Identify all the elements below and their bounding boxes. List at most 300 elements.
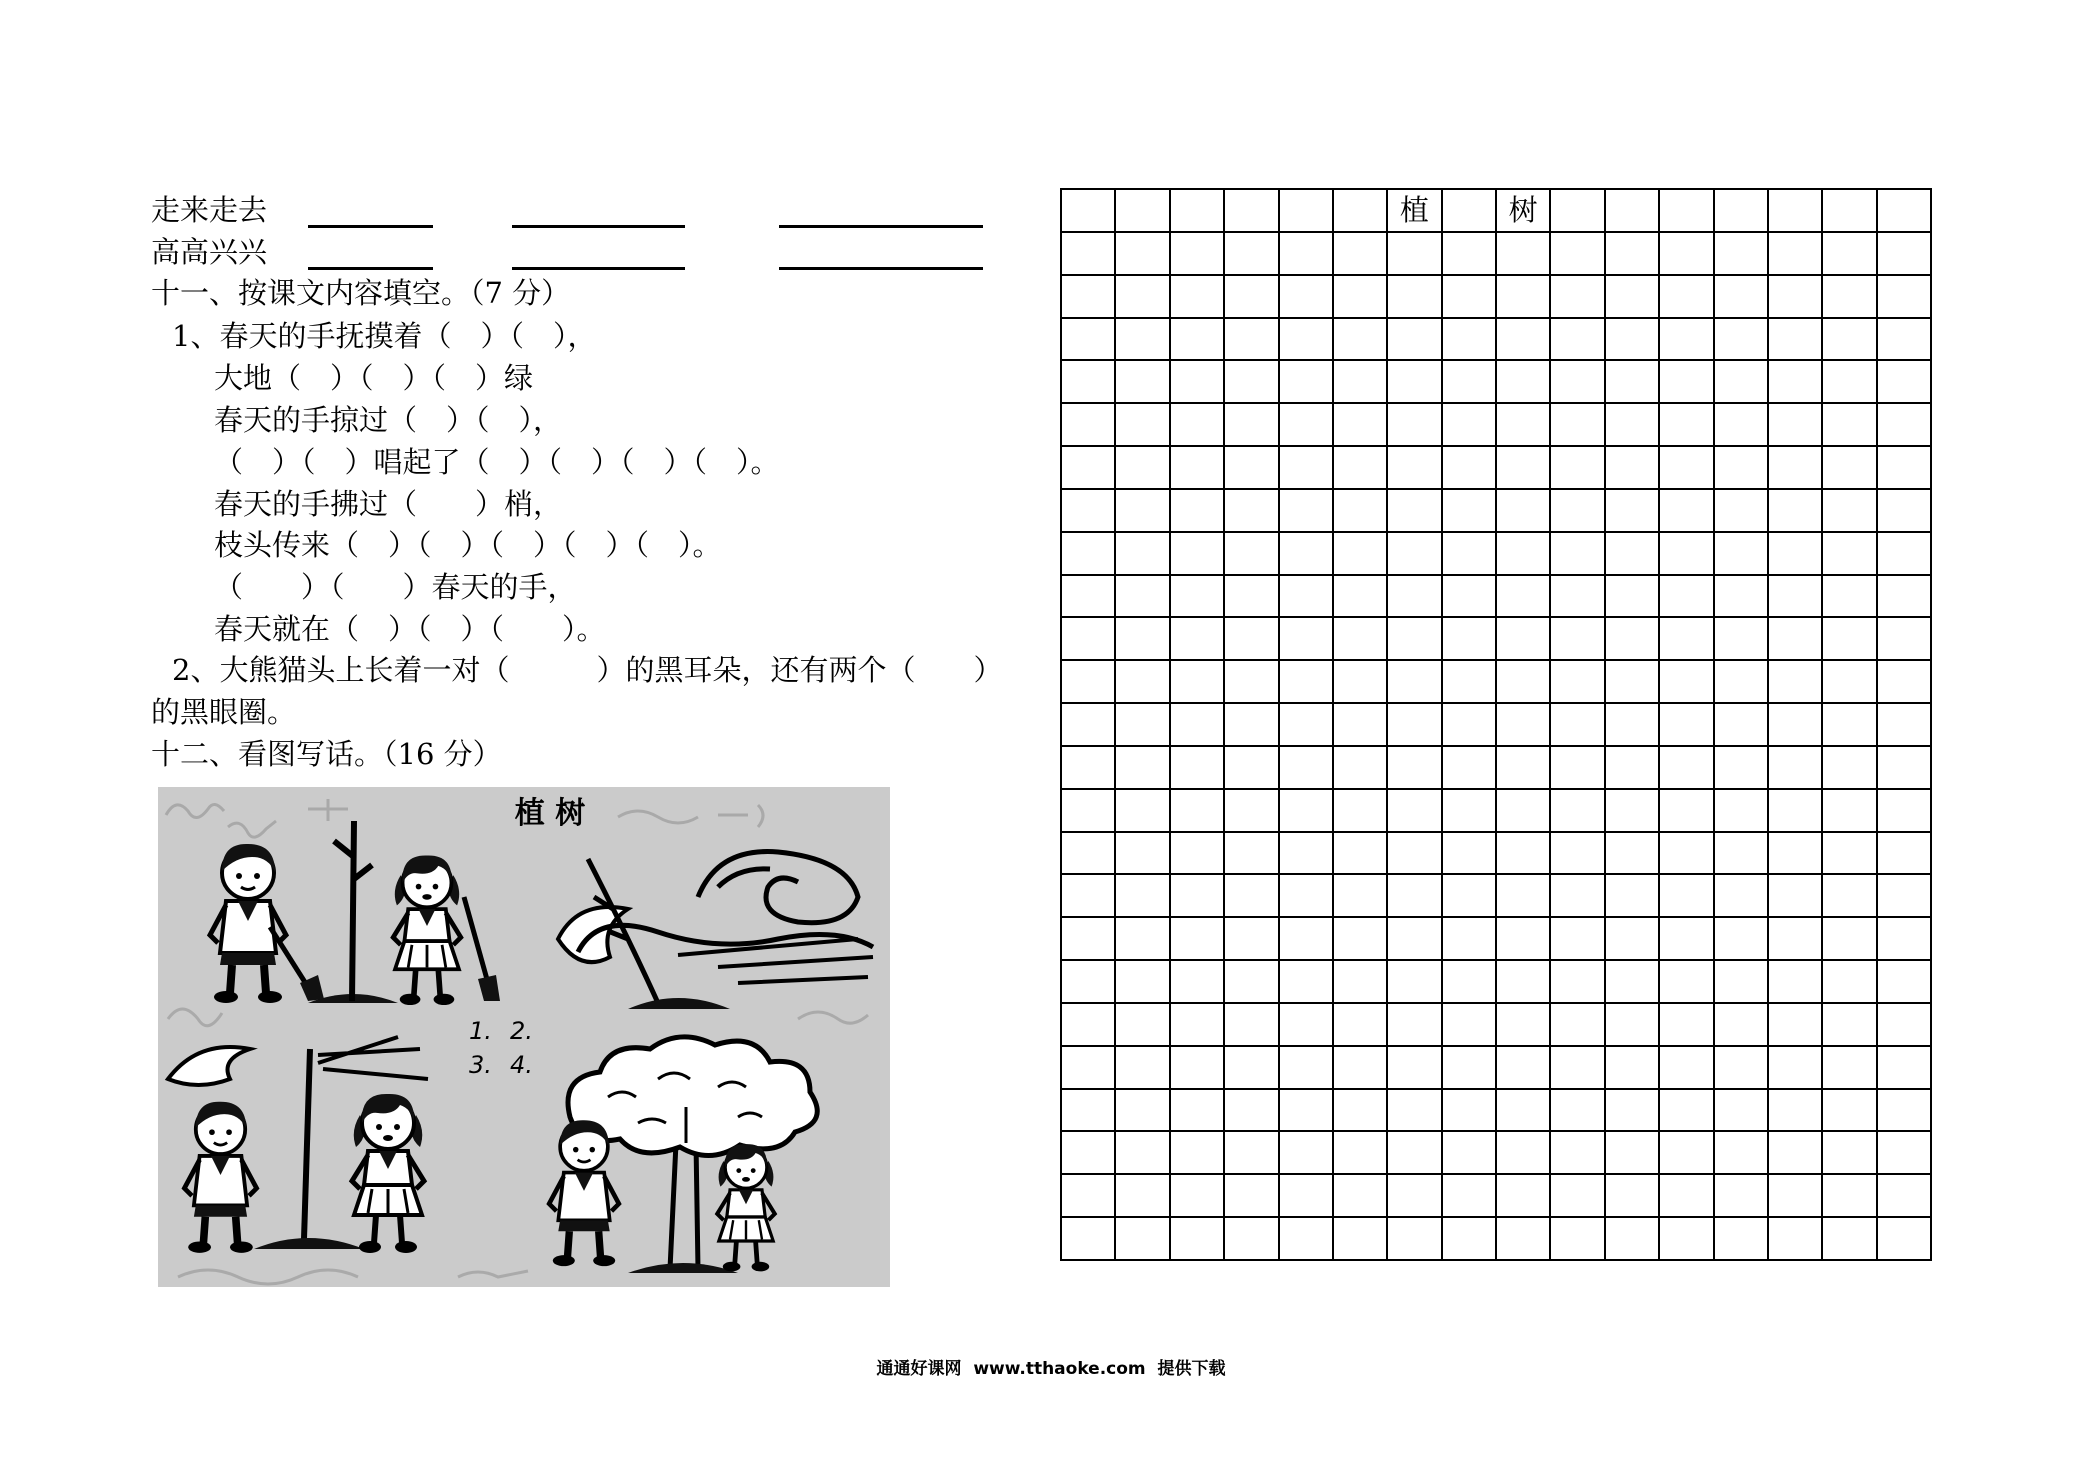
question-line: 2、大熊猫头上长着一对（ ）的黑耳朵，还有两个（ ）: [172, 653, 1003, 687]
grid-cell: [1171, 361, 1225, 404]
grid-cell: [1225, 790, 1279, 833]
grid-title-cell: [1878, 190, 1932, 233]
grid-cell: [1823, 1218, 1877, 1261]
grid-cell: [1334, 404, 1388, 447]
grid-cell: [1225, 704, 1279, 747]
grid-cell: [1116, 833, 1170, 876]
grid-cell: [1171, 1218, 1225, 1261]
grid-cell: [1334, 1004, 1388, 1047]
grid-cell: [1715, 276, 1769, 319]
grid-cell: [1715, 918, 1769, 961]
grid-cell: [1062, 404, 1116, 447]
grid-cell: [1551, 361, 1605, 404]
grid-cell: [1769, 276, 1823, 319]
grid-cell: [1443, 276, 1497, 319]
grid-cell: [1497, 404, 1551, 447]
grid-cell: [1062, 1090, 1116, 1133]
grid-cell: [1878, 1047, 1932, 1090]
grid-cell: [1062, 747, 1116, 790]
grid-cell: [1225, 1218, 1279, 1261]
grid-cell: [1606, 319, 1660, 362]
grid-title-cell: [1443, 190, 1497, 233]
grid-cell: [1388, 618, 1442, 661]
grid-cell: [1334, 533, 1388, 576]
grid-cell: [1062, 1132, 1116, 1175]
grid-cell: [1334, 233, 1388, 276]
grid-cell: [1660, 490, 1714, 533]
answer-blank: [512, 267, 685, 270]
grid-cell: [1334, 747, 1388, 790]
grid-cell: [1878, 404, 1932, 447]
grid-cell: [1551, 1047, 1605, 1090]
grid-cell: [1171, 747, 1225, 790]
grid-cell: [1769, 361, 1823, 404]
grid-cell: [1715, 490, 1769, 533]
grid-cell: [1062, 276, 1116, 319]
grid-cell: [1878, 1132, 1932, 1175]
grid-cell: [1225, 576, 1279, 619]
poem-line: 春天的手拂过（ ）梢，: [214, 487, 563, 521]
grid-cell: [1715, 747, 1769, 790]
grid-cell: [1660, 276, 1714, 319]
grid-cell: [1171, 1175, 1225, 1218]
grid-cell: [1388, 404, 1442, 447]
grid-cell: [1062, 961, 1116, 1004]
grid-cell: [1878, 875, 1932, 918]
grid-cell: [1280, 1047, 1334, 1090]
poem-line: 春天就在（ ）（ ）（ ）。: [214, 612, 606, 646]
grid-title-cell: 植: [1388, 190, 1442, 233]
grid-cell: [1225, 918, 1279, 961]
grid-cell: [1823, 1132, 1877, 1175]
grid-cell: [1062, 233, 1116, 276]
grid-cell: [1225, 361, 1279, 404]
grid-cell: [1497, 618, 1551, 661]
grid-cell: [1715, 533, 1769, 576]
grid-cell: [1062, 319, 1116, 362]
grid-cell: [1715, 319, 1769, 362]
grid-cell: [1497, 1090, 1551, 1133]
grid-cell: [1606, 1132, 1660, 1175]
grid-cell: [1769, 1132, 1823, 1175]
grid-cell: [1062, 1047, 1116, 1090]
answer-blank: [308, 267, 433, 270]
picture-title: 植 树: [514, 796, 586, 831]
grid-cell: [1116, 533, 1170, 576]
grid-cell: [1388, 361, 1442, 404]
grid-cell: [1225, 1004, 1279, 1047]
grid-cell: [1116, 1090, 1170, 1133]
grid-cell: [1171, 1090, 1225, 1133]
grid-cell: [1388, 233, 1442, 276]
grid-cell: [1334, 790, 1388, 833]
poem-line: （ ）（ ）春天的手，: [214, 570, 577, 604]
grid-cell: [1715, 1175, 1769, 1218]
grid-title-cell: [1116, 190, 1170, 233]
grid-cell: [1443, 533, 1497, 576]
grid-cell: [1116, 1175, 1170, 1218]
grid-cell: [1280, 490, 1334, 533]
grid-cell: [1116, 961, 1170, 1004]
grid-cell: [1878, 447, 1932, 490]
grid-cell: [1062, 1004, 1116, 1047]
grid-cell: [1878, 618, 1932, 661]
grid-cell: [1823, 790, 1877, 833]
grid-cell: [1606, 704, 1660, 747]
grid-cell: [1280, 747, 1334, 790]
grid-cell: [1606, 533, 1660, 576]
panel-number: 1.: [469, 1017, 492, 1045]
grid-cell: [1062, 833, 1116, 876]
grid-cell: [1660, 533, 1714, 576]
grid-cell: [1660, 875, 1714, 918]
grid-cell: [1280, 1132, 1334, 1175]
grid-cell: [1280, 361, 1334, 404]
grid-cell: [1551, 533, 1605, 576]
grid-cell: [1225, 533, 1279, 576]
grid-cell: [1823, 875, 1877, 918]
grid-cell: [1280, 961, 1334, 1004]
writing-grid: [1060, 188, 1932, 1261]
grid-cell: [1606, 233, 1660, 276]
grid-cell: [1116, 576, 1170, 619]
grid-cell: [1280, 576, 1334, 619]
grid-cell: [1769, 319, 1823, 362]
grid-cell: [1334, 1218, 1388, 1261]
grid-cell: [1551, 661, 1605, 704]
grid-cell: [1171, 533, 1225, 576]
grid-cell: [1062, 576, 1116, 619]
grid-cell: [1823, 490, 1877, 533]
grid-cell: [1769, 790, 1823, 833]
grid-cell: [1225, 875, 1279, 918]
grid-cell: [1551, 833, 1605, 876]
grid-cell: [1225, 1132, 1279, 1175]
grid-cell: [1660, 404, 1714, 447]
grid-cell: [1062, 704, 1116, 747]
grid-cell: [1388, 576, 1442, 619]
grid-cell: [1280, 704, 1334, 747]
grid-cell: [1606, 918, 1660, 961]
grid-cell: [1660, 1004, 1714, 1047]
grid-cell: [1225, 233, 1279, 276]
grid-cell: [1443, 1218, 1497, 1261]
grid-cell: [1171, 233, 1225, 276]
grid-cell: [1388, 790, 1442, 833]
grid-title-cell: [1551, 190, 1605, 233]
grid-cell: [1606, 276, 1660, 319]
grid-cell: [1878, 833, 1932, 876]
grid-cell: [1334, 1090, 1388, 1133]
grid-cell: [1606, 1090, 1660, 1133]
grid-cell: [1715, 704, 1769, 747]
grid-cell: [1769, 1175, 1823, 1218]
grid-cell: [1878, 704, 1932, 747]
grid-cell: [1823, 447, 1877, 490]
grid-cell: [1497, 661, 1551, 704]
grid-cell: [1388, 490, 1442, 533]
grid-cell: [1878, 533, 1932, 576]
grid-cell: [1823, 833, 1877, 876]
grid-cell: [1116, 618, 1170, 661]
grid-cell: [1823, 1090, 1877, 1133]
grid-cell: [1280, 1004, 1334, 1047]
grid-cell: [1280, 233, 1334, 276]
grid-cell: [1497, 747, 1551, 790]
grid-cell: [1062, 361, 1116, 404]
grid-cell: [1497, 1004, 1551, 1047]
panel-number: 4.: [510, 1051, 533, 1079]
grid-cell: [1769, 1090, 1823, 1133]
grid-cell: [1388, 918, 1442, 961]
grid-cell: [1171, 1004, 1225, 1047]
grid-cell: [1878, 576, 1932, 619]
grid-cell: [1878, 361, 1932, 404]
grid-cell: [1334, 490, 1388, 533]
grid-cell: [1116, 747, 1170, 790]
grid-cell: [1334, 833, 1388, 876]
grid-cell: [1443, 576, 1497, 619]
grid-cell: [1225, 447, 1279, 490]
grid-cell: [1334, 276, 1388, 319]
grid-cell: [1116, 233, 1170, 276]
grid-cell: [1225, 833, 1279, 876]
grid-cell: [1388, 961, 1442, 1004]
grid-cell: [1443, 361, 1497, 404]
grid-cell: [1171, 961, 1225, 1004]
grid-cell: [1606, 790, 1660, 833]
grid-cell: [1280, 533, 1334, 576]
answer-blank: [308, 225, 433, 228]
grid-cell: [1551, 618, 1605, 661]
grid-cell: [1062, 618, 1116, 661]
grid-cell: [1606, 361, 1660, 404]
grid-cell: [1497, 790, 1551, 833]
grid-cell: [1715, 576, 1769, 619]
grid-cell: [1769, 1218, 1823, 1261]
grid-cell: [1823, 747, 1877, 790]
grid-cell: [1551, 961, 1605, 1004]
grid-cell: [1388, 1132, 1442, 1175]
grid-cell: [1497, 961, 1551, 1004]
grid-cell: [1171, 1132, 1225, 1175]
grid-cell: [1769, 447, 1823, 490]
grid-cell: [1715, 790, 1769, 833]
word-row-label: 走来走去: [151, 193, 268, 227]
grid-cell: [1497, 233, 1551, 276]
grid-cell: [1551, 918, 1605, 961]
grid-cell: [1334, 875, 1388, 918]
grid-cell: [1823, 961, 1877, 1004]
grid-cell: [1280, 447, 1334, 490]
grid-cell: [1660, 1047, 1714, 1090]
grid-cell: [1388, 875, 1442, 918]
grid-cell: [1769, 404, 1823, 447]
grid-cell: [1660, 961, 1714, 1004]
grid-cell: [1769, 918, 1823, 961]
grid-cell: [1334, 1132, 1388, 1175]
grid-cell: [1062, 533, 1116, 576]
answer-blank: [779, 267, 983, 270]
grid-cell: [1878, 319, 1932, 362]
grid-cell: [1878, 918, 1932, 961]
grid-title-cell: [1823, 190, 1877, 233]
grid-cell: [1606, 661, 1660, 704]
grid-cell: [1769, 704, 1823, 747]
grid-cell: [1062, 790, 1116, 833]
grid-title-cell: [1334, 190, 1388, 233]
grid-cell: [1606, 961, 1660, 1004]
grid-cell: [1823, 361, 1877, 404]
grid-cell: [1769, 961, 1823, 1004]
grid-cell: [1388, 661, 1442, 704]
grid-cell: [1171, 618, 1225, 661]
grid-cell: [1443, 618, 1497, 661]
word-row-label: 高高兴兴: [151, 235, 268, 269]
grid-cell: [1171, 276, 1225, 319]
grid-cell: [1715, 1004, 1769, 1047]
grid-cell: [1660, 704, 1714, 747]
grid-cell: [1280, 319, 1334, 362]
grid-cell: [1280, 918, 1334, 961]
grid-cell: [1823, 918, 1877, 961]
grid-cell: [1443, 790, 1497, 833]
grid-cell: [1334, 319, 1388, 362]
grid-cell: [1388, 1047, 1442, 1090]
grid-title-cell: [1715, 190, 1769, 233]
grid-cell: [1280, 1090, 1334, 1133]
grid-cell: [1497, 1132, 1551, 1175]
grid-cell: [1551, 319, 1605, 362]
grid-cell: [1171, 490, 1225, 533]
grid-title-cell: [1769, 190, 1823, 233]
grid-cell: [1769, 233, 1823, 276]
grid-cell: [1225, 490, 1279, 533]
grid-cell: [1443, 1047, 1497, 1090]
grid-cell: [1388, 533, 1442, 576]
grid-cell: [1660, 833, 1714, 876]
grid-cell: [1116, 1004, 1170, 1047]
grid-cell: [1443, 447, 1497, 490]
grid-cell: [1225, 961, 1279, 1004]
grid-cell: [1660, 747, 1714, 790]
grid-cell: [1116, 276, 1170, 319]
grid-cell: [1769, 747, 1823, 790]
grid-cell: [1497, 533, 1551, 576]
grid-cell: [1497, 1175, 1551, 1218]
grid-cell: [1225, 319, 1279, 362]
grid-cell: [1388, 276, 1442, 319]
grid-cell: [1388, 1175, 1442, 1218]
grid-cell: [1551, 276, 1605, 319]
grid-cell: [1280, 790, 1334, 833]
grid-cell: [1878, 276, 1932, 319]
grid-cell: [1116, 661, 1170, 704]
panel-number: 3.: [469, 1051, 492, 1079]
grid-title-cell: [1062, 190, 1116, 233]
grid-cell: [1715, 1047, 1769, 1090]
grid-cell: [1660, 618, 1714, 661]
grid-title-cell: [1171, 190, 1225, 233]
grid-cell: [1334, 447, 1388, 490]
grid-cell: [1388, 704, 1442, 747]
grid-cell: [1062, 661, 1116, 704]
grid-cell: [1606, 1218, 1660, 1261]
grid-cell: [1660, 361, 1714, 404]
grid-cell: [1823, 533, 1877, 576]
poem-line: 1、春天的手抚摸着（ ）（ ），: [172, 319, 597, 353]
grid-cell: [1225, 747, 1279, 790]
grid-title-cell: [1225, 190, 1279, 233]
grid-cell: [1769, 618, 1823, 661]
grid-cell: [1660, 918, 1714, 961]
answer-blank: [512, 225, 685, 228]
grid-cell: [1062, 447, 1116, 490]
grid-cell: [1443, 1175, 1497, 1218]
grid-cell: [1388, 319, 1442, 362]
grid-cell: [1551, 490, 1605, 533]
grid-cell: [1823, 1004, 1877, 1047]
grid-cell: [1551, 1132, 1605, 1175]
grid-cell: [1660, 1132, 1714, 1175]
grid-cell: [1116, 447, 1170, 490]
grid-cell: [1280, 833, 1334, 876]
grid-cell: [1334, 661, 1388, 704]
grid-cell: [1116, 361, 1170, 404]
grid-cell: [1715, 404, 1769, 447]
grid-cell: [1715, 961, 1769, 1004]
poem-line: 大地（ ）（ ）（ ）绿: [214, 361, 534, 395]
grid-cell: [1443, 661, 1497, 704]
grid-cell: [1551, 1004, 1605, 1047]
grid-cell: [1062, 490, 1116, 533]
grid-cell: [1388, 833, 1442, 876]
grid-cell: [1497, 276, 1551, 319]
grid-cell: [1551, 1218, 1605, 1261]
grid-cell: [1443, 704, 1497, 747]
grid-cell: [1878, 1004, 1932, 1047]
grid-cell: [1280, 875, 1334, 918]
grid-cell: [1443, 233, 1497, 276]
grid-cell: [1334, 704, 1388, 747]
grid-cell: [1606, 833, 1660, 876]
grid-title-cell: [1660, 190, 1714, 233]
grid-cell: [1116, 704, 1170, 747]
grid-cell: [1660, 661, 1714, 704]
grid-cell: [1551, 404, 1605, 447]
grid-cell: [1062, 1218, 1116, 1261]
grid-cell: [1280, 404, 1334, 447]
grid-cell: [1606, 447, 1660, 490]
grid-cell: [1334, 918, 1388, 961]
grid-cell: [1443, 404, 1497, 447]
picture-illustration: [158, 787, 890, 1287]
grid-cell: [1116, 918, 1170, 961]
grid-cell: [1062, 918, 1116, 961]
grid-cell: [1388, 1090, 1442, 1133]
grid-cell: [1878, 1218, 1932, 1261]
grid-cell: [1116, 319, 1170, 362]
grid-cell: [1660, 1218, 1714, 1261]
grid-cell: [1171, 319, 1225, 362]
grid-cell: [1171, 447, 1225, 490]
grid-cell: [1497, 875, 1551, 918]
grid-cell: [1823, 233, 1877, 276]
grid-cell: [1497, 1218, 1551, 1261]
grid-cell: [1171, 704, 1225, 747]
grid-cell: [1225, 1175, 1279, 1218]
grid-cell: [1878, 790, 1932, 833]
